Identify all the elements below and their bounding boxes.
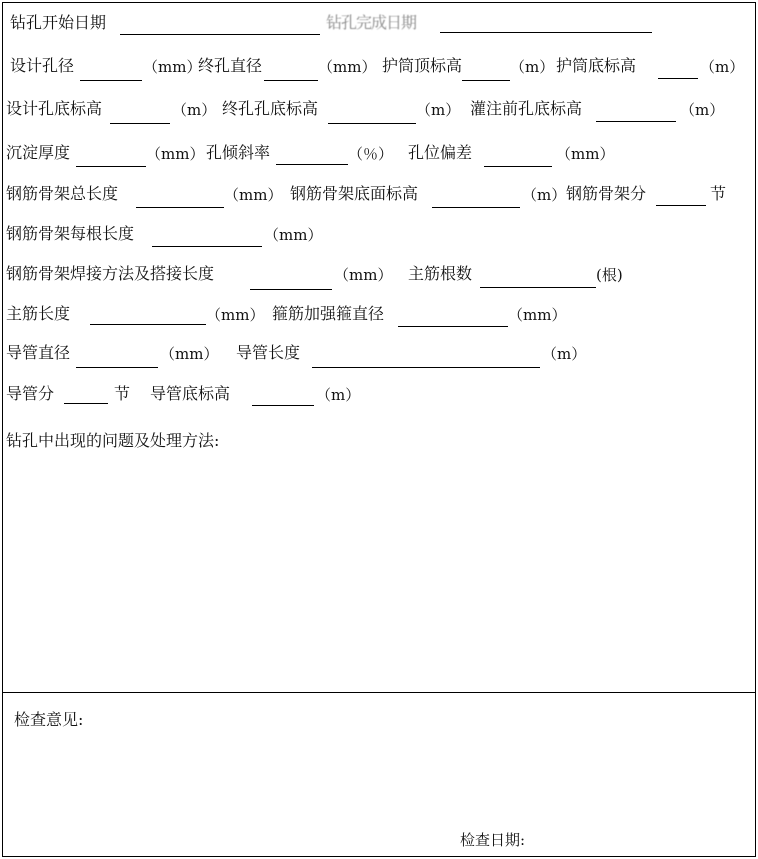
pipe-diameter-label: 导管直径: [6, 343, 71, 362]
inspection-opinion-area[interactable]: [14, 736, 744, 816]
design-bottom-field[interactable]: [110, 123, 170, 124]
unit-mm: （mm）: [264, 226, 323, 244]
form-frame: [2, 2, 756, 857]
unit-count: (根): [596, 266, 623, 284]
pipe-diameter-field[interactable]: [76, 367, 158, 368]
design-diameter-field[interactable]: [80, 80, 142, 81]
unit-mm: （mm）: [224, 186, 283, 204]
tilt-rate-label: 孔倾斜率: [206, 143, 271, 162]
unit-m: （m）: [522, 186, 567, 204]
unit-section: 节: [114, 384, 131, 403]
casing-top-label: 护筒顶标高: [382, 56, 463, 75]
pipe-length-field[interactable]: [312, 367, 540, 368]
unit-m: （m）: [416, 101, 461, 119]
cage-sections-label: 钢筋骨架分: [566, 184, 647, 203]
pipe-sections-label: 导管分: [6, 384, 55, 403]
final-bottom-field[interactable]: [328, 123, 416, 124]
pre-pour-bottom-field[interactable]: [596, 121, 676, 122]
problems-label: 钻孔中出现的问题及处理方法:: [6, 431, 220, 450]
unit-mm: （mm）: [143, 58, 202, 76]
cage-total-length-field[interactable]: [136, 207, 224, 208]
stirrup-diameter-label: 箍筋加强箍直径: [272, 304, 385, 323]
unit-m: （m）: [172, 101, 217, 119]
unit-mm: （mm）: [334, 266, 393, 284]
unit-m: （m）: [316, 386, 361, 404]
end-date-label-obscured: 钻孔完成日期: [326, 13, 417, 32]
position-deviation-field[interactable]: [484, 166, 552, 167]
pipe-bottom-elev-field[interactable]: [252, 405, 314, 406]
casing-bottom-field[interactable]: [658, 78, 698, 79]
sediment-field[interactable]: [76, 166, 146, 167]
unit-percent: （％）: [348, 145, 394, 163]
pipe-length-label: 导管长度: [236, 343, 301, 362]
end-date-field[interactable]: [440, 32, 652, 33]
casing-top-field[interactable]: [462, 80, 510, 81]
cage-sections-field[interactable]: [656, 205, 706, 206]
final-diameter-field[interactable]: [264, 80, 318, 81]
final-bottom-label: 终孔孔底标高: [222, 99, 319, 118]
problems-area[interactable]: [6, 456, 746, 686]
final-diameter-label: 终孔直径: [198, 56, 263, 75]
pipe-bottom-elev-label: 导管底标高: [150, 384, 231, 403]
sediment-label: 沉淀厚度: [6, 143, 71, 162]
main-bar-count-label: 主筋根数: [408, 264, 473, 283]
unit-m: （m）: [680, 101, 725, 119]
design-diameter-label: 设计孔径: [10, 56, 75, 75]
cage-total-length-label: 钢筋骨架总长度: [6, 184, 119, 203]
cage-bottom-elev-label: 钢筋骨架底面标高: [290, 184, 419, 203]
position-deviation-label: 孔位偏差: [408, 143, 473, 162]
unit-mm: （mm）: [556, 145, 615, 163]
main-bar-length-field[interactable]: [90, 324, 206, 325]
cage-each-length-label: 钢筋骨架每根长度: [6, 224, 135, 243]
unit-section: 节: [710, 184, 727, 203]
unit-mm: （mm）: [206, 306, 265, 324]
cage-bottom-elev-field[interactable]: [432, 207, 520, 208]
pipe-sections-field[interactable]: [64, 403, 108, 404]
unit-mm: （mm）: [318, 58, 377, 76]
main-bar-count-field[interactable]: [480, 287, 596, 288]
unit-mm: （mm）: [160, 345, 219, 363]
weld-method-field[interactable]: [250, 289, 332, 290]
tilt-rate-field[interactable]: [276, 164, 348, 165]
unit-m: （m）: [510, 58, 555, 76]
start-date-field[interactable]: [120, 34, 320, 35]
stirrup-diameter-field[interactable]: [398, 326, 508, 327]
inspection-date-label: 检查日期:: [460, 831, 526, 849]
unit-m: （m）: [542, 345, 587, 363]
inspection-opinion-label: 检查意见:: [14, 710, 84, 729]
unit-mm: （mm）: [508, 306, 567, 324]
section-divider: [2, 692, 756, 693]
main-bar-length-label: 主筋长度: [6, 304, 71, 323]
unit-m: （m）: [700, 58, 745, 76]
casing-bottom-label: 护筒底标高: [556, 56, 637, 75]
unit-mm: （mm）: [146, 145, 205, 163]
weld-method-label: 钢筋骨架焊接方法及搭接长度: [6, 264, 215, 283]
start-date-label: 钻孔开始日期: [10, 13, 107, 32]
design-bottom-label: 设计孔底标高: [6, 99, 103, 118]
cage-each-length-field[interactable]: [152, 246, 262, 247]
pre-pour-bottom-label: 灌注前孔底标高: [470, 99, 583, 118]
